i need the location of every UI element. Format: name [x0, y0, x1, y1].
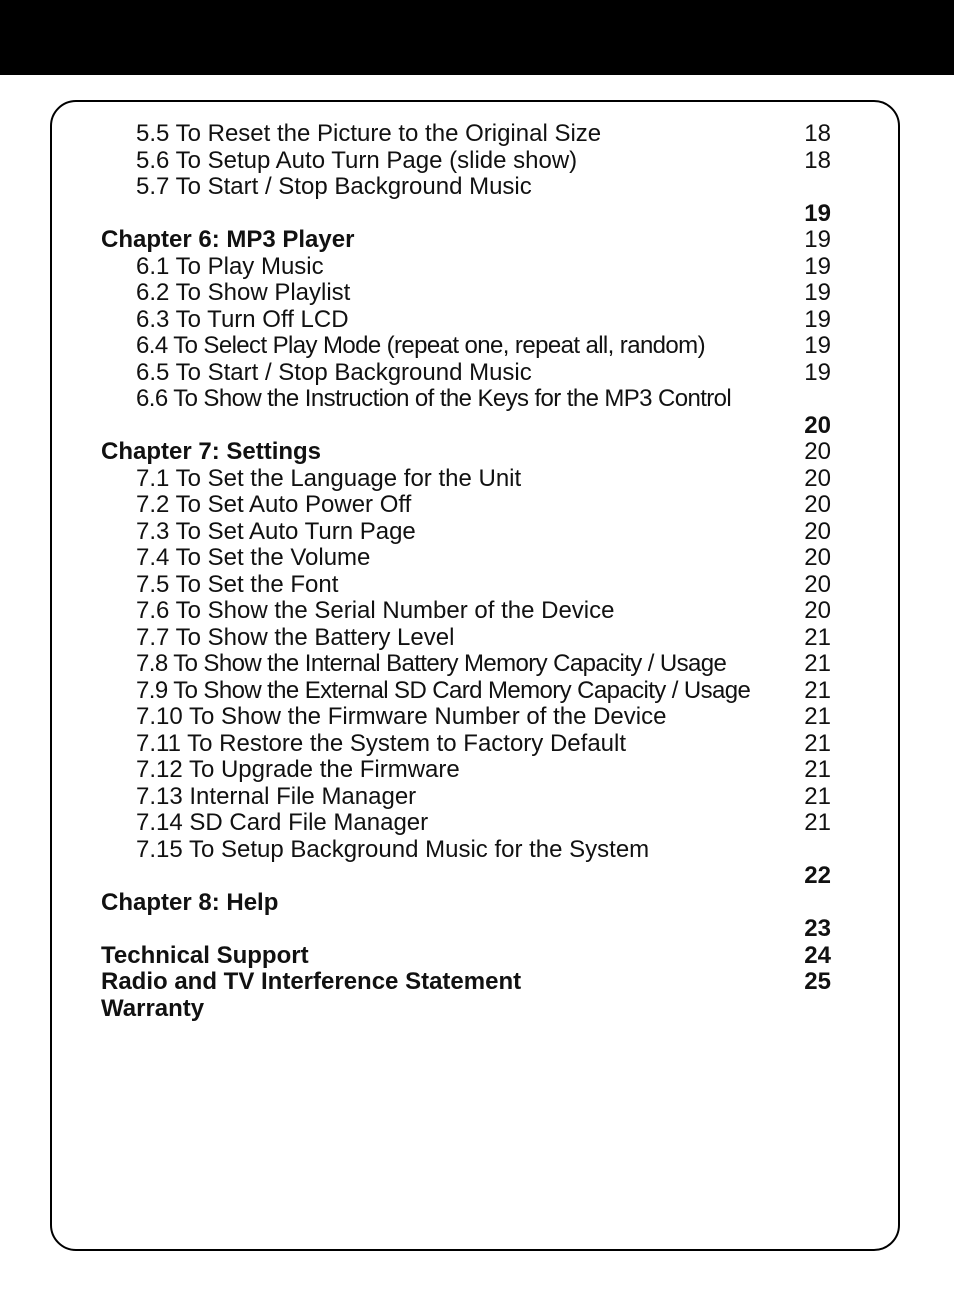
toc-page-number: 21: [804, 782, 831, 810]
toc-entry-title: 7.6 To Show the Serial Number of the Device: [136, 597, 615, 624]
toc-entry-title: 7.4 To Set the Volume: [136, 544, 371, 571]
toc-entry-title: 5.7 To Start / Stop Background Music: [136, 173, 532, 200]
toc-page-number: 21: [804, 623, 831, 651]
toc-page-number: 21: [804, 809, 831, 836]
toc-row: [0, 598, 954, 625]
toc-entry-title: 6.3 To Turn Off LCD: [136, 305, 349, 333]
toc-page-number: 19: [804, 332, 831, 359]
toc-page-number: 20: [804, 438, 831, 465]
table-of-contents: [0, 121, 954, 1022]
toc-page-number: 21: [804, 756, 831, 783]
toc-entry-title: 7.9 To Show the External SD Card Memory Capacity / Usage: [136, 676, 751, 704]
toc-page-number: 20: [804, 570, 831, 598]
toc-chapter-title: Technical Support: [101, 941, 309, 969]
toc-entry-title: 7.7 To Show the Battery Level: [136, 623, 455, 651]
toc-page-number: 20: [804, 411, 831, 439]
toc-entry-title: 7.14 SD Card File Manager: [136, 809, 429, 836]
toc-row: [0, 492, 954, 519]
toc-row: [0, 466, 954, 493]
toc-row: [0, 704, 954, 731]
toc-page-number: 25: [804, 968, 831, 995]
toc-entry-title: 6.2 To Show Playlist: [136, 279, 351, 306]
toc-entry-title: 7.5 To Set the Font: [136, 570, 339, 598]
toc-row: [0, 148, 954, 175]
top-header-bar: [0, 0, 954, 75]
toc-page-number: 19: [804, 305, 831, 333]
toc-entry-title: 5.5 To Reset the Picture to the Original Size: [136, 120, 602, 147]
toc-row: [0, 678, 954, 705]
toc-page-number: 21: [804, 650, 831, 677]
toc-page-number: 20: [804, 464, 831, 492]
toc-row: [0, 625, 954, 652]
toc-row: [0, 784, 954, 811]
toc-page-number: 20: [804, 491, 831, 518]
toc-page-number: 19: [804, 279, 831, 306]
toc-chapter-row: [0, 943, 954, 970]
toc-row: [0, 572, 954, 599]
toc-row: [0, 254, 954, 281]
toc-row: [0, 201, 954, 228]
toc-entry-title: 7.10 To Show the Firmware Number of the Device: [136, 703, 667, 730]
toc-page-number: 24: [804, 941, 831, 969]
toc-row: [0, 837, 954, 864]
toc-entry-title: 6.5 To Start / Stop Background Music: [136, 358, 532, 386]
toc-chapter-title: Warranty: [101, 994, 205, 1022]
toc-page-number: 18: [804, 146, 831, 174]
toc-chapter-row: [0, 890, 954, 917]
toc-page-number: 19: [804, 358, 831, 386]
toc-chapter-row: [0, 996, 954, 1023]
toc-row: [0, 280, 954, 307]
toc-chapter-row: [0, 439, 954, 466]
toc-entry-title: 7.8 To Show the Internal Battery Memory Capacity / Usage: [136, 650, 727, 677]
toc-page-number: 21: [804, 703, 831, 730]
toc-row: [0, 307, 954, 334]
toc-entry-title: 7.1 To Set the Language for the Unit: [136, 464, 522, 492]
toc-chapter-row: [0, 969, 954, 996]
toc-entry-title: 7.15 To Setup Background Music for the System: [136, 835, 650, 863]
toc-chapter-title: Radio and TV Interference Statement: [101, 968, 522, 995]
toc-page-number: 19: [804, 226, 831, 253]
toc-page-number: 20: [804, 517, 831, 545]
toc-row: [0, 545, 954, 572]
toc-page-number: 22: [804, 862, 831, 889]
toc-row: [0, 413, 954, 440]
toc-chapter-title: Chapter 6: MP3 Player: [101, 226, 355, 253]
toc-row: [0, 916, 954, 943]
toc-chapter-title: Chapter 7: Settings: [101, 438, 322, 465]
toc-row: [0, 863, 954, 890]
toc-entry-title: 7.2 To Set Auto Power Off: [136, 491, 412, 518]
toc-row: [0, 174, 954, 201]
toc-page-number: 20: [804, 597, 831, 624]
toc-entry-title: 7.11 To Restore the System to Factory Default: [136, 729, 627, 757]
toc-chapter-title: Chapter 8: Help: [101, 888, 279, 916]
toc-entry-title: 7.12 To Upgrade the Firmware: [136, 756, 460, 783]
toc-page-number: 18: [804, 120, 831, 147]
toc-entry-title: 7.13 Internal File Manager: [136, 782, 417, 810]
toc-row: [0, 121, 954, 148]
toc-entry-title: 5.6 To Setup Auto Turn Page (slide show): [136, 146, 578, 174]
toc-row: [0, 757, 954, 784]
toc-chapter-row: [0, 227, 954, 254]
toc-row: [0, 810, 954, 837]
toc-page-number: 20: [804, 544, 831, 571]
toc-page-number: 21: [804, 729, 831, 757]
toc-page-number: 19: [804, 252, 831, 280]
toc-page-number: 21: [804, 676, 831, 704]
toc-row: [0, 333, 954, 360]
toc-row: [0, 651, 954, 678]
toc-entry-title: 6.6 To Show the Instruction of the Keys for the MP3 Control: [136, 385, 732, 412]
toc-row: [0, 519, 954, 546]
toc-row: [0, 386, 954, 413]
toc-entry-title: 6.1 To Play Music: [136, 252, 324, 280]
toc-row: [0, 360, 954, 387]
toc-entry-title: 6.4 To Select Play Mode (repeat one, repeat all, random): [136, 332, 705, 359]
toc-row: [0, 731, 954, 758]
toc-entry-title: 7.3 To Set Auto Turn Page: [136, 517, 416, 545]
toc-page-number: 23: [804, 915, 831, 942]
toc-page-number: 19: [804, 199, 831, 227]
